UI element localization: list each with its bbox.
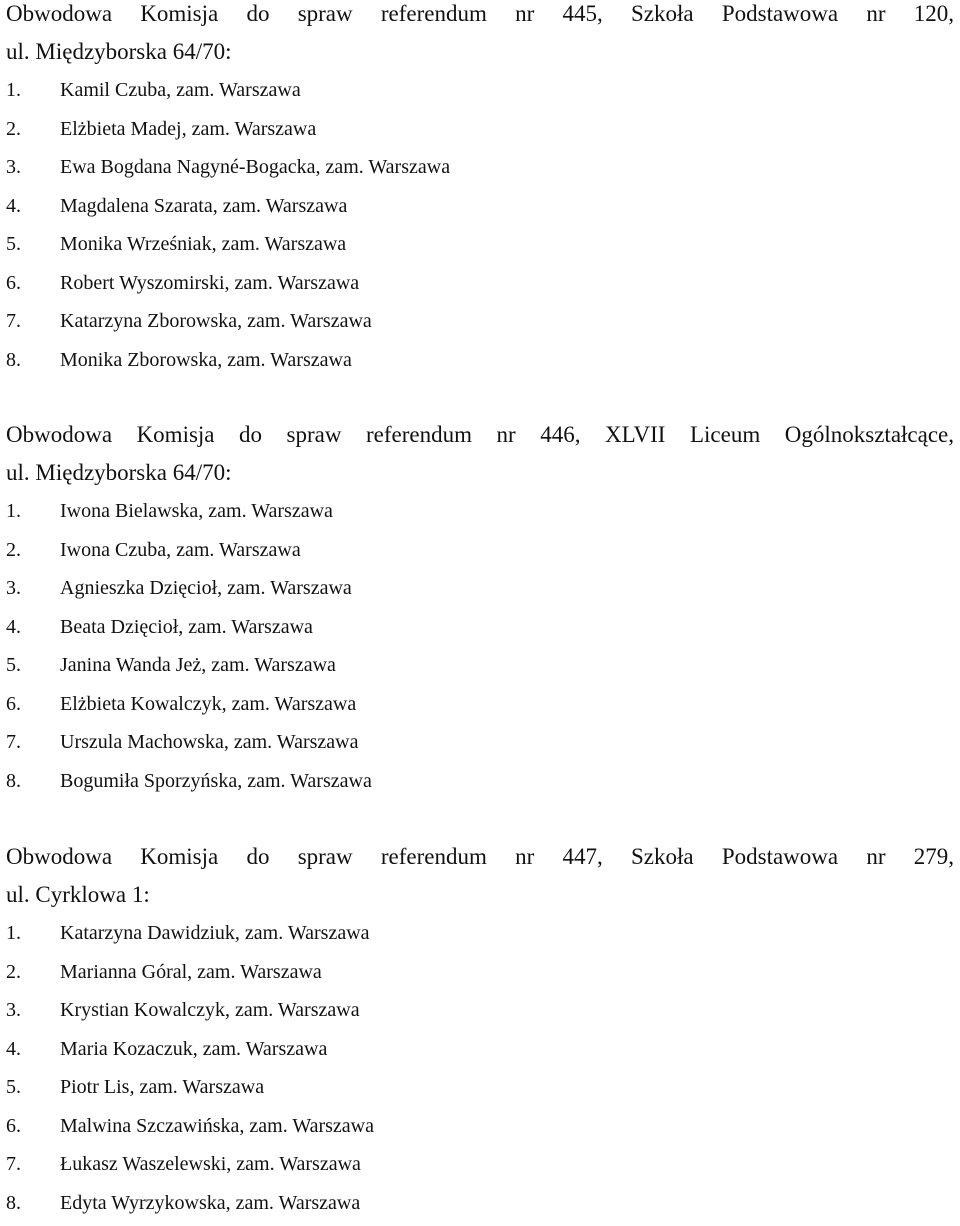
member-number: 2. — [6, 117, 21, 140]
section-address: ul. Międzyborska 64/70: — [6, 39, 232, 64]
member-list-item — [6, 1030, 954, 1069]
member-number: 3. — [6, 577, 21, 599]
member-number: 6. — [6, 1114, 21, 1137]
member-name: Łukasz Waszelewski, zam. Warszawa — [60, 1153, 361, 1175]
member-number: 7. — [6, 310, 21, 332]
section-heading: Obwodowa Komisja do spraw referendum nr 446, XLVII Liceum Ogólnokształcące, — [6, 422, 954, 447]
member-list-item — [6, 71, 954, 110]
member-list-item — [6, 531, 954, 570]
member-number: 2. — [6, 538, 21, 561]
member-name: Kamil Czuba, zam. Warszawa — [60, 79, 301, 101]
member-number: 5. — [6, 654, 21, 676]
member-name: Janina Wanda Jeż, zam. Warszawa — [60, 654, 336, 676]
section-heading: Obwodowa Komisja do spraw referendum nr 447, Szkoła Podstawowa nr 279, — [6, 844, 954, 869]
member-list-item — [6, 1184, 954, 1223]
member-name: Malwina Szczawińska, zam. Warszawa — [60, 1114, 375, 1137]
member-list-item — [6, 569, 954, 608]
member-name: Ewa Bogdana Nagyné-Bogacka, zam. Warszawa — [60, 156, 451, 178]
member-list-item — [6, 492, 954, 531]
member-name: Beata Dzięcioł, zam. Warszawa — [60, 615, 313, 638]
member-number: 3. — [6, 156, 21, 178]
member-number: 4. — [6, 615, 21, 638]
section-address: ul. Cyrklowa 1: — [6, 882, 150, 907]
member-list-item — [6, 187, 954, 226]
member-list-item — [6, 953, 954, 992]
member-list-item — [6, 148, 954, 187]
member-name: Urszula Machowska, zam. Warszawa — [60, 731, 359, 753]
member-list-item — [6, 1068, 954, 1107]
member-name: Elżbieta Kowalczyk, zam. Warszawa — [60, 692, 357, 715]
member-number: 1. — [6, 79, 21, 101]
member-list-item — [6, 991, 954, 1030]
commission-section-447 — [6, 838, 954, 1222]
member-name: Edyta Wyrzykowska, zam. Warszawa — [60, 1191, 361, 1214]
member-name: Elżbieta Madej, zam. Warszawa — [60, 117, 317, 140]
member-name: Piotr Lis, zam. Warszawa — [60, 1076, 265, 1098]
member-name: Bogumiła Sporzyńska, zam. Warszawa — [60, 769, 372, 792]
member-list-item — [6, 302, 954, 341]
member-number: 8. — [6, 769, 21, 792]
member-name: Agnieszka Dzięcioł, zam. Warszawa — [60, 577, 352, 599]
member-name: Marianna Góral, zam. Warszawa — [60, 960, 322, 983]
member-name: Katarzyna Zborowska, zam. Warszawa — [60, 310, 372, 332]
member-list-item — [6, 762, 954, 801]
member-name: Robert Wyszomirski, zam. Warszawa — [60, 271, 360, 294]
member-number: 4. — [6, 194, 21, 217]
member-number: 7. — [6, 1153, 21, 1175]
member-list-item — [6, 1107, 954, 1146]
member-name: Iwona Bielawska, zam. Warszawa — [60, 500, 333, 522]
section-address: ul. Międzyborska 64/70: — [6, 460, 232, 485]
member-number: 1. — [6, 500, 21, 522]
commission-section-445 — [6, 0, 954, 379]
member-name: Krystian Kowalczyk, zam. Warszawa — [60, 999, 360, 1021]
member-list-item — [6, 110, 954, 149]
section-heading: Obwodowa Komisja do spraw referendum nr 445, Szkoła Podstawowa nr 120, — [6, 1, 954, 26]
member-name: Magdalena Szarata, zam. Warszawa — [60, 194, 348, 217]
member-number: 4. — [6, 1037, 21, 1060]
member-name: Monika Wrześniak, zam. Warszawa — [60, 233, 347, 255]
member-number: 8. — [6, 1191, 21, 1214]
member-list-item — [6, 1145, 954, 1184]
member-number: 5. — [6, 1076, 21, 1098]
member-list-item — [6, 646, 954, 685]
member-list-item — [6, 914, 954, 953]
member-number: 8. — [6, 348, 21, 371]
member-number: 2. — [6, 960, 21, 983]
member-list-item — [6, 225, 954, 264]
member-list-item — [6, 608, 954, 647]
member-number: 7. — [6, 731, 21, 753]
member-list-item — [6, 264, 954, 303]
member-number: 3. — [6, 999, 21, 1021]
member-number: 5. — [6, 233, 21, 255]
member-number: 6. — [6, 271, 21, 294]
member-number: 1. — [6, 922, 21, 944]
commission-section-446 — [6, 416, 954, 800]
member-list-item — [6, 723, 954, 762]
member-list-item — [6, 685, 954, 724]
member-name: Monika Zborowska, zam. Warszawa — [60, 348, 352, 371]
member-list-item — [6, 341, 954, 380]
member-name: Iwona Czuba, zam. Warszawa — [60, 538, 301, 561]
member-number: 6. — [6, 692, 21, 715]
member-name: Katarzyna Dawidziuk, zam. Warszawa — [60, 922, 370, 944]
member-name: Maria Kozaczuk, zam. Warszawa — [60, 1037, 328, 1060]
